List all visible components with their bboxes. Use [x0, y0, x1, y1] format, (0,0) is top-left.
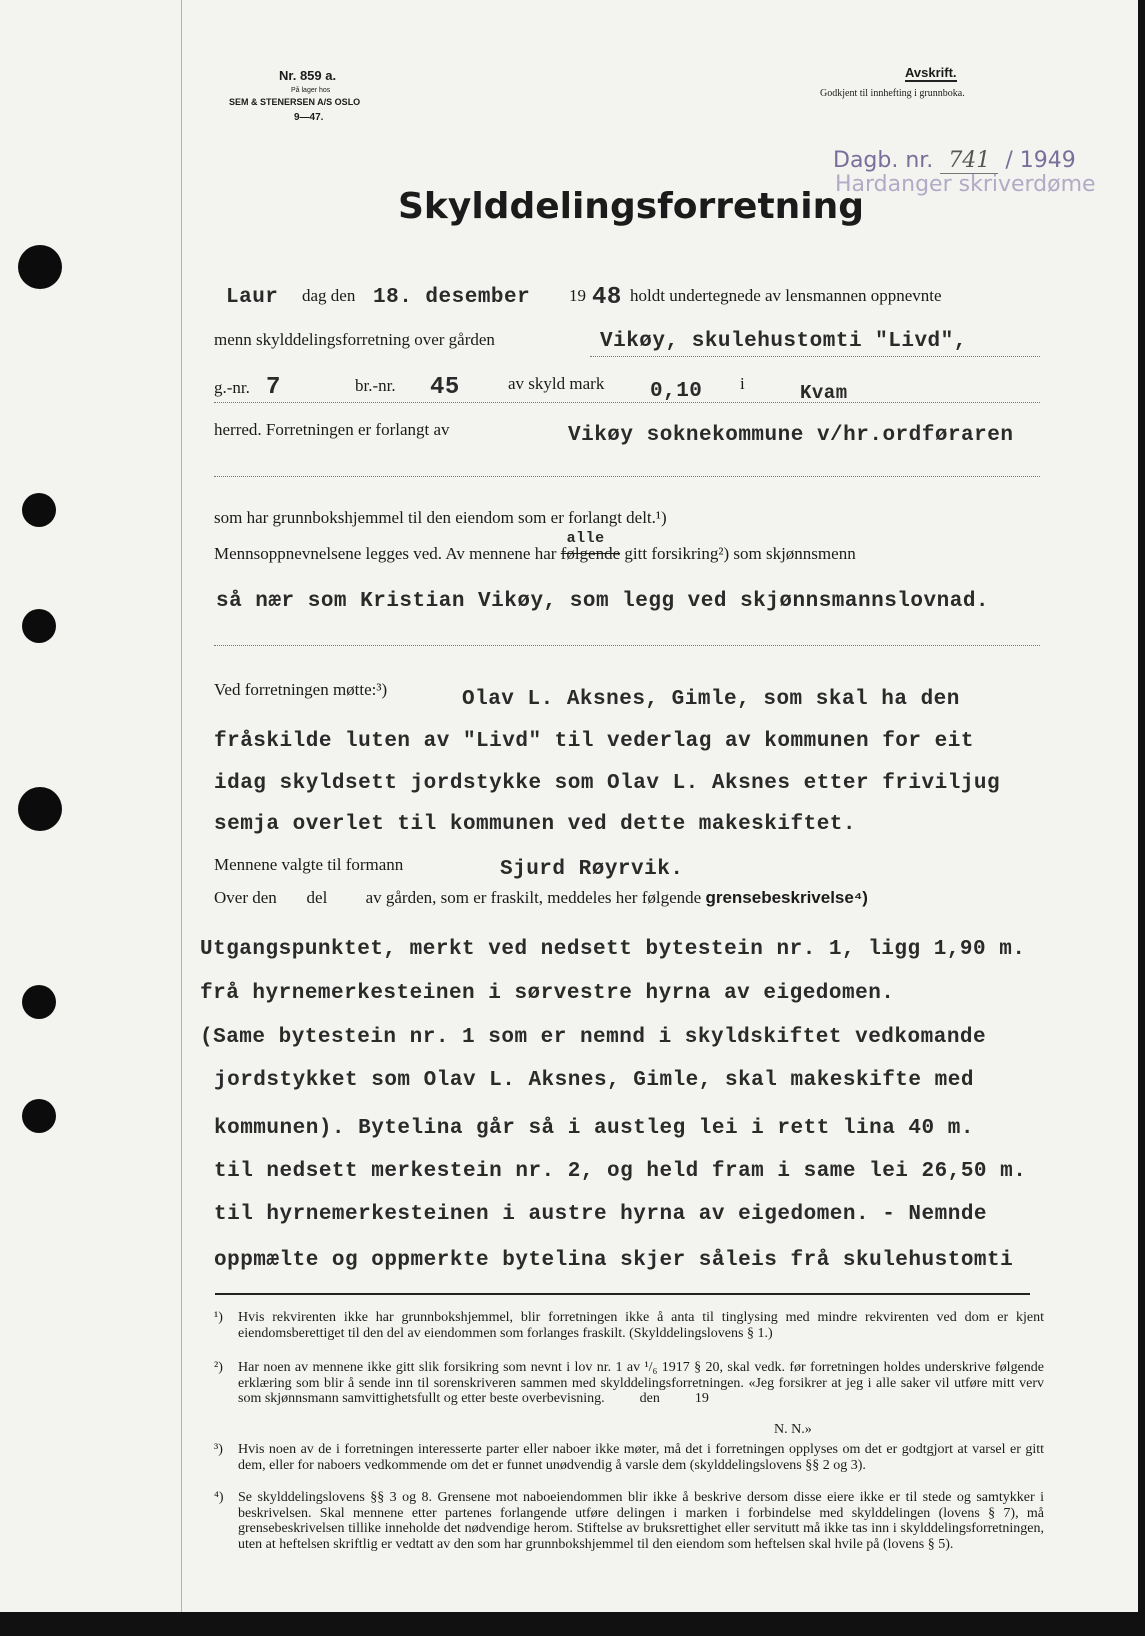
fill-line	[590, 356, 1040, 357]
boundary-line: Utgangspunktet, merkt ved nedsett bytestein nr. 1, ligg 1,90 m.	[200, 938, 1026, 961]
binder-hole	[22, 493, 56, 527]
form-number: Nr. 859 a.	[279, 68, 337, 83]
attended-line: Olav L. Aksnes, Gimle, som skal ha den	[462, 688, 960, 711]
attended-line: semja overlet til kommunen ved dette makeskiftet.	[214, 813, 857, 836]
weekday-field: Laur	[226, 286, 279, 309]
dagb-number: 741	[940, 148, 998, 174]
footnote-2: ²) Har noen av mennene ikke gitt slik forsikring som nevnt i lov nr. 1 av ¹/₆ 1917 § 20, skal vedk. før forretningen holdes underskrive følgende erklæring som blir å sende inn til sorenskriveren sammen med skylddelingsforretningen. «Jeg forsikrer at jeg i alle saker vil utføre mitt verv som skjønnsmann samvittighetsfullt og etter beste overbevisning. den 19 N. N.»	[214, 1360, 1048, 1437]
binder-hole	[22, 1099, 56, 1133]
gnr-field: 7	[266, 374, 281, 401]
stamp-office: Hardanger skriverdøme	[835, 172, 1096, 197]
label: Mennene valgte til formann	[214, 855, 404, 874]
attended-line: idag skyldsett jordstykke som Olav L. Aksnes etter friviljug	[214, 772, 1001, 795]
binder-hole	[18, 245, 62, 289]
fill-line	[214, 402, 1040, 403]
bnr-field: 45	[430, 374, 460, 401]
text: som har grunnbokshjemmel til den eiendom som er forlangt delt.¹)	[214, 508, 667, 527]
label: dag den	[302, 286, 356, 305]
exception-field: så nær som Kristian Vikøy, som legg ved skjønnsmannslovnad.	[216, 590, 990, 613]
label: herred. Forretningen er forlangt av	[214, 420, 450, 439]
boundary-line: (Same bytestein nr. 1 som er nemnd i skyldskiftet vedkomande	[200, 1026, 987, 1049]
boundary-line: frå hyrnemerkesteinen i sørvestre hyrna av eigedomen.	[200, 982, 895, 1005]
date-field: 18. desember	[373, 286, 531, 309]
publisher-name: SEM & STENERSEN A/S OSLO	[229, 97, 361, 107]
label: g.-nr.	[214, 378, 250, 397]
boundary-line: til nedsett merkestein nr. 2, og held fram i same lei 26,50 m.	[214, 1160, 1027, 1183]
text: Mennsoppnevnelsene legges ved. Av mennene har følgende alle gitt forsikring²) som skjønnsmenn	[214, 530, 856, 563]
document-title: Skylddelingsforretning	[398, 186, 865, 227]
place-field: Kvam	[800, 382, 848, 404]
label: menn skylddelingsforretning over gården	[214, 330, 495, 349]
footnote-1: ¹) Hvis rekvirenten ikke har grunnbokshjemmel, blir forretningen ikke å anta til tinglysing med mindre rekvirenten ved dom er kjent eiendomsberettiget til den del av eiendommen som forlanges fraskilt. (Skylddelingslovens § 1.)	[214, 1310, 1044, 1341]
binder-hole	[22, 609, 56, 643]
approval-note: Godkjent til innhefting i grunnboka.	[820, 88, 965, 99]
stamp-dagb: Dagb. nr. 741 / 1949	[833, 148, 1076, 173]
label: 19	[569, 286, 586, 305]
fill-line	[214, 476, 1040, 477]
chairman-field: Sjurd Røyrvik.	[500, 858, 684, 881]
label: Ved forretningen møtte:³)	[214, 680, 388, 699]
label: i	[740, 374, 745, 393]
boundary-intro: Over den del av gården, som er fraskilt, meddeles her følgende grensebeskrivelse⁴)	[214, 888, 868, 907]
footnote-4: ⁴) Se skylddelingslovens §§ 3 og 8. Grensene mot naboeiendommen blir ikke å beskrive dersom disse eiere ikke er til stede og samtykker i beskrivelsen. Skal mennene etter partenes forlangende utføre delingen i marken i forbindelse med skylddelingen (lovens § 7), må grensebeskrivelsen tillike inneholde det nødvendige herom. Stiftelse av bruksrettighet eller servitutt må ikke tas inn i skylddelingsforretningen, uten at heftelsen skriftlig er vedtatt av den som har grunnbokshjemmel til den eiendom som heftelsen skal hvile på (lovens § 5).	[214, 1490, 1044, 1552]
boundary-line: til hyrnemerkesteinen i austre hyrna av eigedomen. - Nemnde	[214, 1203, 988, 1226]
copy-label: Avskrift.	[905, 65, 957, 80]
requester-field: Vikøy soknekommune v/hr.ordføraren	[568, 424, 1014, 447]
label: av skyld mark	[508, 374, 605, 393]
farm-field: Vikøy, skulehustomti "Livd",	[600, 330, 967, 353]
publisher-date: 9—47.	[294, 112, 324, 123]
year-field: 48	[592, 284, 622, 311]
footnote-divider	[215, 1293, 1030, 1295]
boundary-line: jordstykket som Olav L. Aksnes, Gimle, skal makeskifte med	[214, 1069, 974, 1092]
skyld-field: 0,10	[650, 380, 703, 403]
attended-line: fråskilde luten av "Livd" til vederlag av kommunen for eit	[214, 730, 974, 753]
fill-line	[214, 645, 1040, 646]
label: br.-nr.	[355, 376, 396, 395]
margin-line	[181, 0, 182, 1612]
footnote-3: ³) Hvis noen av de i forretningen interesserte parter eller naboer ikke møter, må det i forretningen opplyses om det er godtgjort at varsel er gitt dem, eller for naboers vedkommende om det er funnet unødvendig å varsle dem (skylddelingslovens §§ 2 og 3).	[214, 1442, 1044, 1473]
binder-hole	[22, 985, 56, 1019]
boundary-line: oppmælte og oppmerkte bytelina skjer såleis frå skulehustomti	[214, 1249, 1014, 1272]
publisher-line: På lager hos	[291, 87, 331, 94]
label: holdt undertegnede av lensmannen oppnevnte	[630, 286, 942, 305]
boundary-line: kommunen). Bytelina går så i austleg lei i rett lina 40 m.	[214, 1117, 974, 1140]
binder-hole	[18, 787, 62, 831]
